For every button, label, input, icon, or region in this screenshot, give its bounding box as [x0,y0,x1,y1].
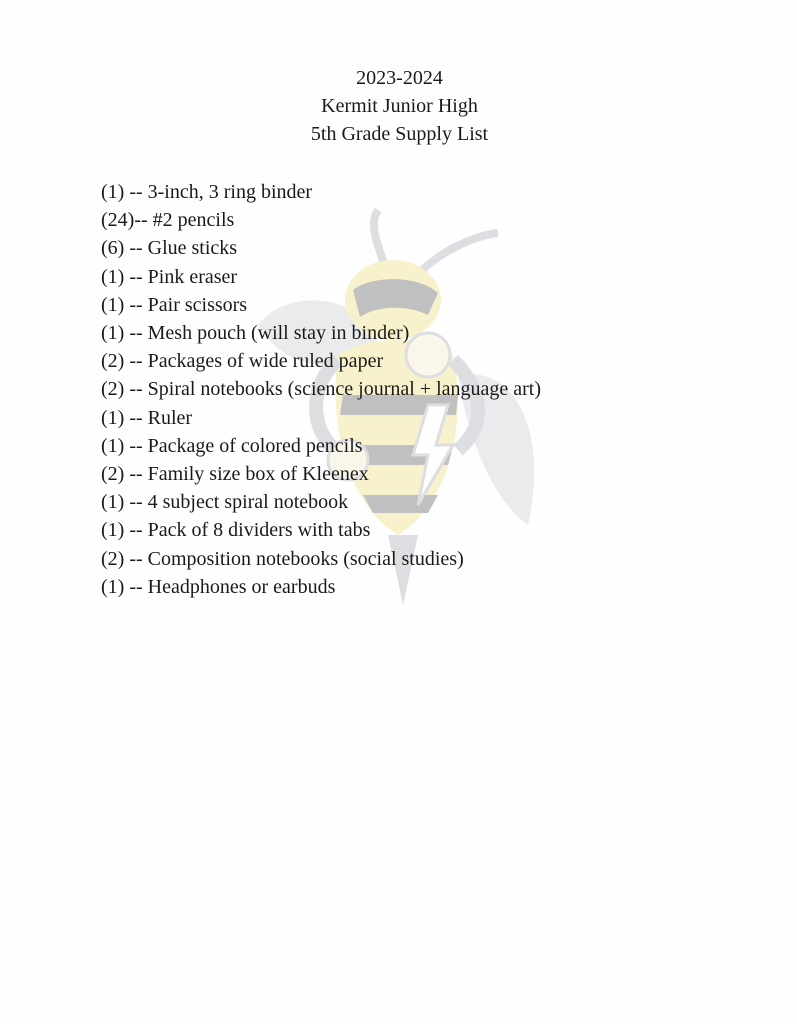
list-item: (2) -- Family size box of Kleenex [101,463,369,486]
document-header [0,64,797,148]
list-item: (1) -- 4 subject spiral notebook [101,491,349,514]
list-item: (24)-- #2 pencils [101,209,235,232]
school-name: Kermit Junior High [321,95,478,117]
supply-list [101,178,541,601]
list-item: (1) -- Pair scissors [101,293,248,316]
list-item: (1) -- Headphones or earbuds [101,575,336,598]
list-item: (2) -- Packages of wide ruled paper [101,350,384,373]
list-item: (1) -- Pack of 8 dividers with tabs [101,519,371,542]
list-title: 5th Grade Supply List [310,123,489,145]
list-item: (6) -- Glue sticks [101,237,238,260]
list-item: (1) -- Ruler [101,406,193,429]
list-item: (1) -- Package of colored pencils [101,434,363,457]
list-item: (2) -- Spiral notebooks (science journal + language art) [101,378,542,401]
list-item: (1) -- Mesh pouch (will stay in binder) [101,322,410,345]
list-item: (1) -- Pink eraser [101,265,238,288]
list-item: (1) -- 3-inch, 3 ring binder [101,181,313,203]
school-year: 2023-2024 [356,67,443,89]
list-item: (2) -- Composition notebooks (social studies) [101,547,464,570]
